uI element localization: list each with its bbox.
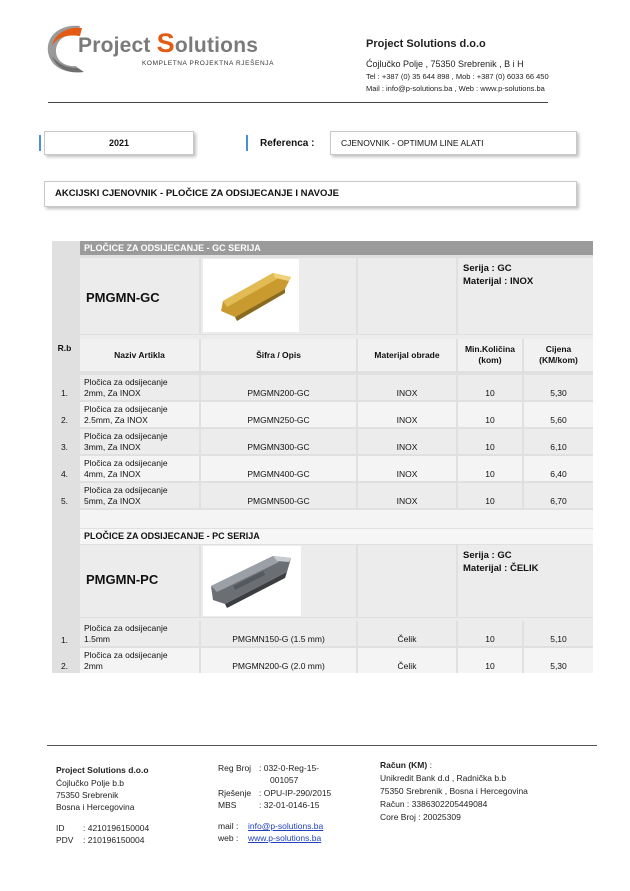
logo-title: Project Solutions	[78, 28, 259, 58]
row-cijena: 6,70	[524, 483, 593, 508]
header-phone: Tel : +387 (0) 35 644 898 , Mob : +387 (0) 6033 66 450	[366, 72, 549, 81]
col-header-naziv: Naziv Artikla	[80, 339, 199, 371]
pc-insert-image	[203, 546, 301, 616]
product-name-pc: PMGMN-PC	[86, 572, 159, 587]
footer-racun-title: Račun (KM) :	[380, 760, 432, 770]
row-cijena: 6,40	[524, 456, 593, 481]
row-materijal: INOX	[358, 375, 456, 400]
footer-core: Core Broj : 20025309	[380, 812, 461, 822]
footer-reg-value: : 032-0-Reg-15-	[259, 763, 320, 773]
row-cijena: 5,60	[524, 402, 593, 427]
row-kolicina: 10	[458, 483, 522, 508]
header-divider	[48, 102, 548, 103]
row-rb: 3.	[60, 442, 69, 452]
col-header-kolicina: Min.Količina (kom)	[458, 339, 522, 371]
row-materijal: INOX	[358, 456, 456, 481]
footer-city: 75350 Srebrenik	[56, 790, 119, 800]
spacer-row	[80, 510, 593, 528]
footer-mbs-value: : 32-01-0146-15	[259, 800, 320, 810]
row-materijal: INOX	[358, 402, 456, 427]
row-kolicina: 10	[458, 375, 522, 400]
row-kolicina: 10	[458, 402, 522, 427]
header-company-name: Project Solutions d.o.o	[366, 38, 486, 50]
row-sifra: PMGMN500-GC	[201, 483, 356, 508]
rb-header: R.b	[57, 343, 72, 353]
row-kolicina: 10	[458, 648, 522, 673]
price-list-title: AKCIJSKI CJENOVNIK - PLOČICE ZA ODSIJECANJE I NAVOJE	[44, 181, 577, 207]
footer-divider	[47, 745, 597, 746]
row-rb: 4.	[60, 469, 69, 479]
reference-accent	[246, 135, 248, 151]
col-header-cijena: Cijena (KM/kom)	[524, 339, 593, 371]
row-cijena: 5,30	[524, 648, 593, 673]
section-title-pc: PLOČICE ZA ODSIJECANJE - PC SERIJA	[80, 529, 593, 544]
row-sifra: PMGMN200-G (2.0 mm)	[201, 648, 356, 673]
footer-bank-city: 75350 Srebrenik , Bosna i Hercegovina	[380, 786, 528, 796]
footer-pdv-label: PDV	[56, 835, 74, 845]
footer-reg-value-cont: 001057	[270, 775, 299, 785]
reference-label: Referenca :	[260, 138, 315, 149]
row-rb: 1.	[60, 635, 69, 645]
row-rb: 1.	[60, 388, 69, 398]
footer-mail-link[interactable]: info@p-solutions.ba	[248, 821, 324, 831]
row-rb: 5.	[60, 496, 69, 506]
row-cijena: 5,30	[524, 375, 593, 400]
spacer-cell-pc	[358, 545, 456, 617]
row-sifra: PMGMN250-GC	[201, 402, 356, 427]
footer-bank: Unikredit Bank d.d , Radnička b.b	[380, 773, 507, 783]
row-naziv: Pločica za odsijecanje 4mm, Za INOX	[80, 456, 199, 481]
row-kolicina: 10	[458, 456, 522, 481]
row-materijal: Čelik	[358, 648, 456, 673]
row-sifra: PMGMN300-GC	[201, 429, 356, 454]
serija-pc: Serija : GC	[463, 550, 512, 561]
materijal-gc: Materijal : INOX	[463, 276, 534, 287]
row-naziv: Pločica za odsijecanje 3mm, Za INOX	[80, 429, 199, 454]
row-cijena: 6,10	[524, 429, 593, 454]
company-logo	[42, 22, 275, 82]
gc-insert-image	[203, 259, 299, 332]
footer-racun: Račun : 3386302205449084	[380, 799, 488, 809]
row-materijal: INOX	[358, 429, 456, 454]
footer-country: Bosna i Hercegovina	[56, 802, 135, 812]
row-kolicina: 10	[458, 429, 522, 454]
row-kolicina: 10	[458, 621, 522, 646]
header-address: Ćojlučko Polje , 75350 Srebrenik , B i H	[366, 59, 524, 69]
footer-id-value: : 4210196150004	[83, 823, 150, 833]
footer-reg-label: Reg Broj	[218, 763, 252, 773]
row-naziv: Pločica za odsijecanje 2.5mm, Za INOX	[80, 402, 199, 427]
footer-web-label: web :	[218, 833, 239, 843]
footer-id-label: ID	[56, 823, 65, 833]
row-cijena: 5,10	[524, 621, 593, 646]
header-mail: Mail : info@p-solutions.ba , Web : www.p-solutions.ba	[366, 84, 545, 93]
row-naziv: Pločica za odsijecanje 2mm, Za INOX	[80, 375, 199, 400]
row-materijal: INOX	[358, 483, 456, 508]
year-box: 2021	[44, 131, 194, 155]
footer-mail-label: mail :	[218, 821, 239, 831]
row-sifra: PMGMN200-GC	[201, 375, 356, 400]
section-bar-gc: PLOČICE ZA ODSIJECANJE - GC SERIJA	[80, 241, 593, 255]
year-accent	[39, 135, 41, 151]
row-materijal: Čelik	[358, 621, 456, 646]
row-naziv: Pločica za odsijecanje 1.5mm	[80, 621, 199, 646]
row-sifra: PMGMN400-GC	[201, 456, 356, 481]
footer-company-name: Project Solutions d.o.o	[56, 765, 149, 775]
footer-street: Ćojlučko Polje b.b	[56, 778, 125, 788]
row-naziv: Pločica za odsijecanje 2mm	[80, 648, 199, 673]
row-naziv: Pločica za odsijecanje 5mm, Za INOX	[80, 483, 199, 508]
product-name-gc: PMGMN-GC	[86, 290, 160, 305]
row-sifra: PMGMN150-G (1.5 mm)	[201, 621, 356, 646]
footer-rjesenje-label: Rješenje	[218, 788, 252, 798]
footer-mbs-label: MBS	[218, 800, 237, 810]
materijal-pc: Materijal : ČELIK	[463, 563, 539, 574]
row-rb: 2.	[60, 661, 69, 671]
row-rb: 2.	[60, 415, 69, 425]
reference-value-box: CJENOVNIK - OPTIMUM LINE ALATI	[330, 131, 577, 155]
col-header-materijal: Materijal obrade	[358, 339, 456, 371]
footer-web-link[interactable]: www.p-solutions.ba	[248, 833, 322, 843]
logo-tagline: KOMPLETNA PROJEKTNA RJEŠENJA	[142, 60, 275, 67]
footer-pdv-value: : 210196150004	[83, 835, 145, 845]
col-header-sifra: Šifra / Opis	[201, 339, 356, 371]
footer-rjesenje-value: : OPU-IP-290/2015	[259, 788, 332, 798]
serija-gc: Serija : GC	[463, 263, 512, 274]
spacer-cell-gc	[358, 258, 456, 334]
